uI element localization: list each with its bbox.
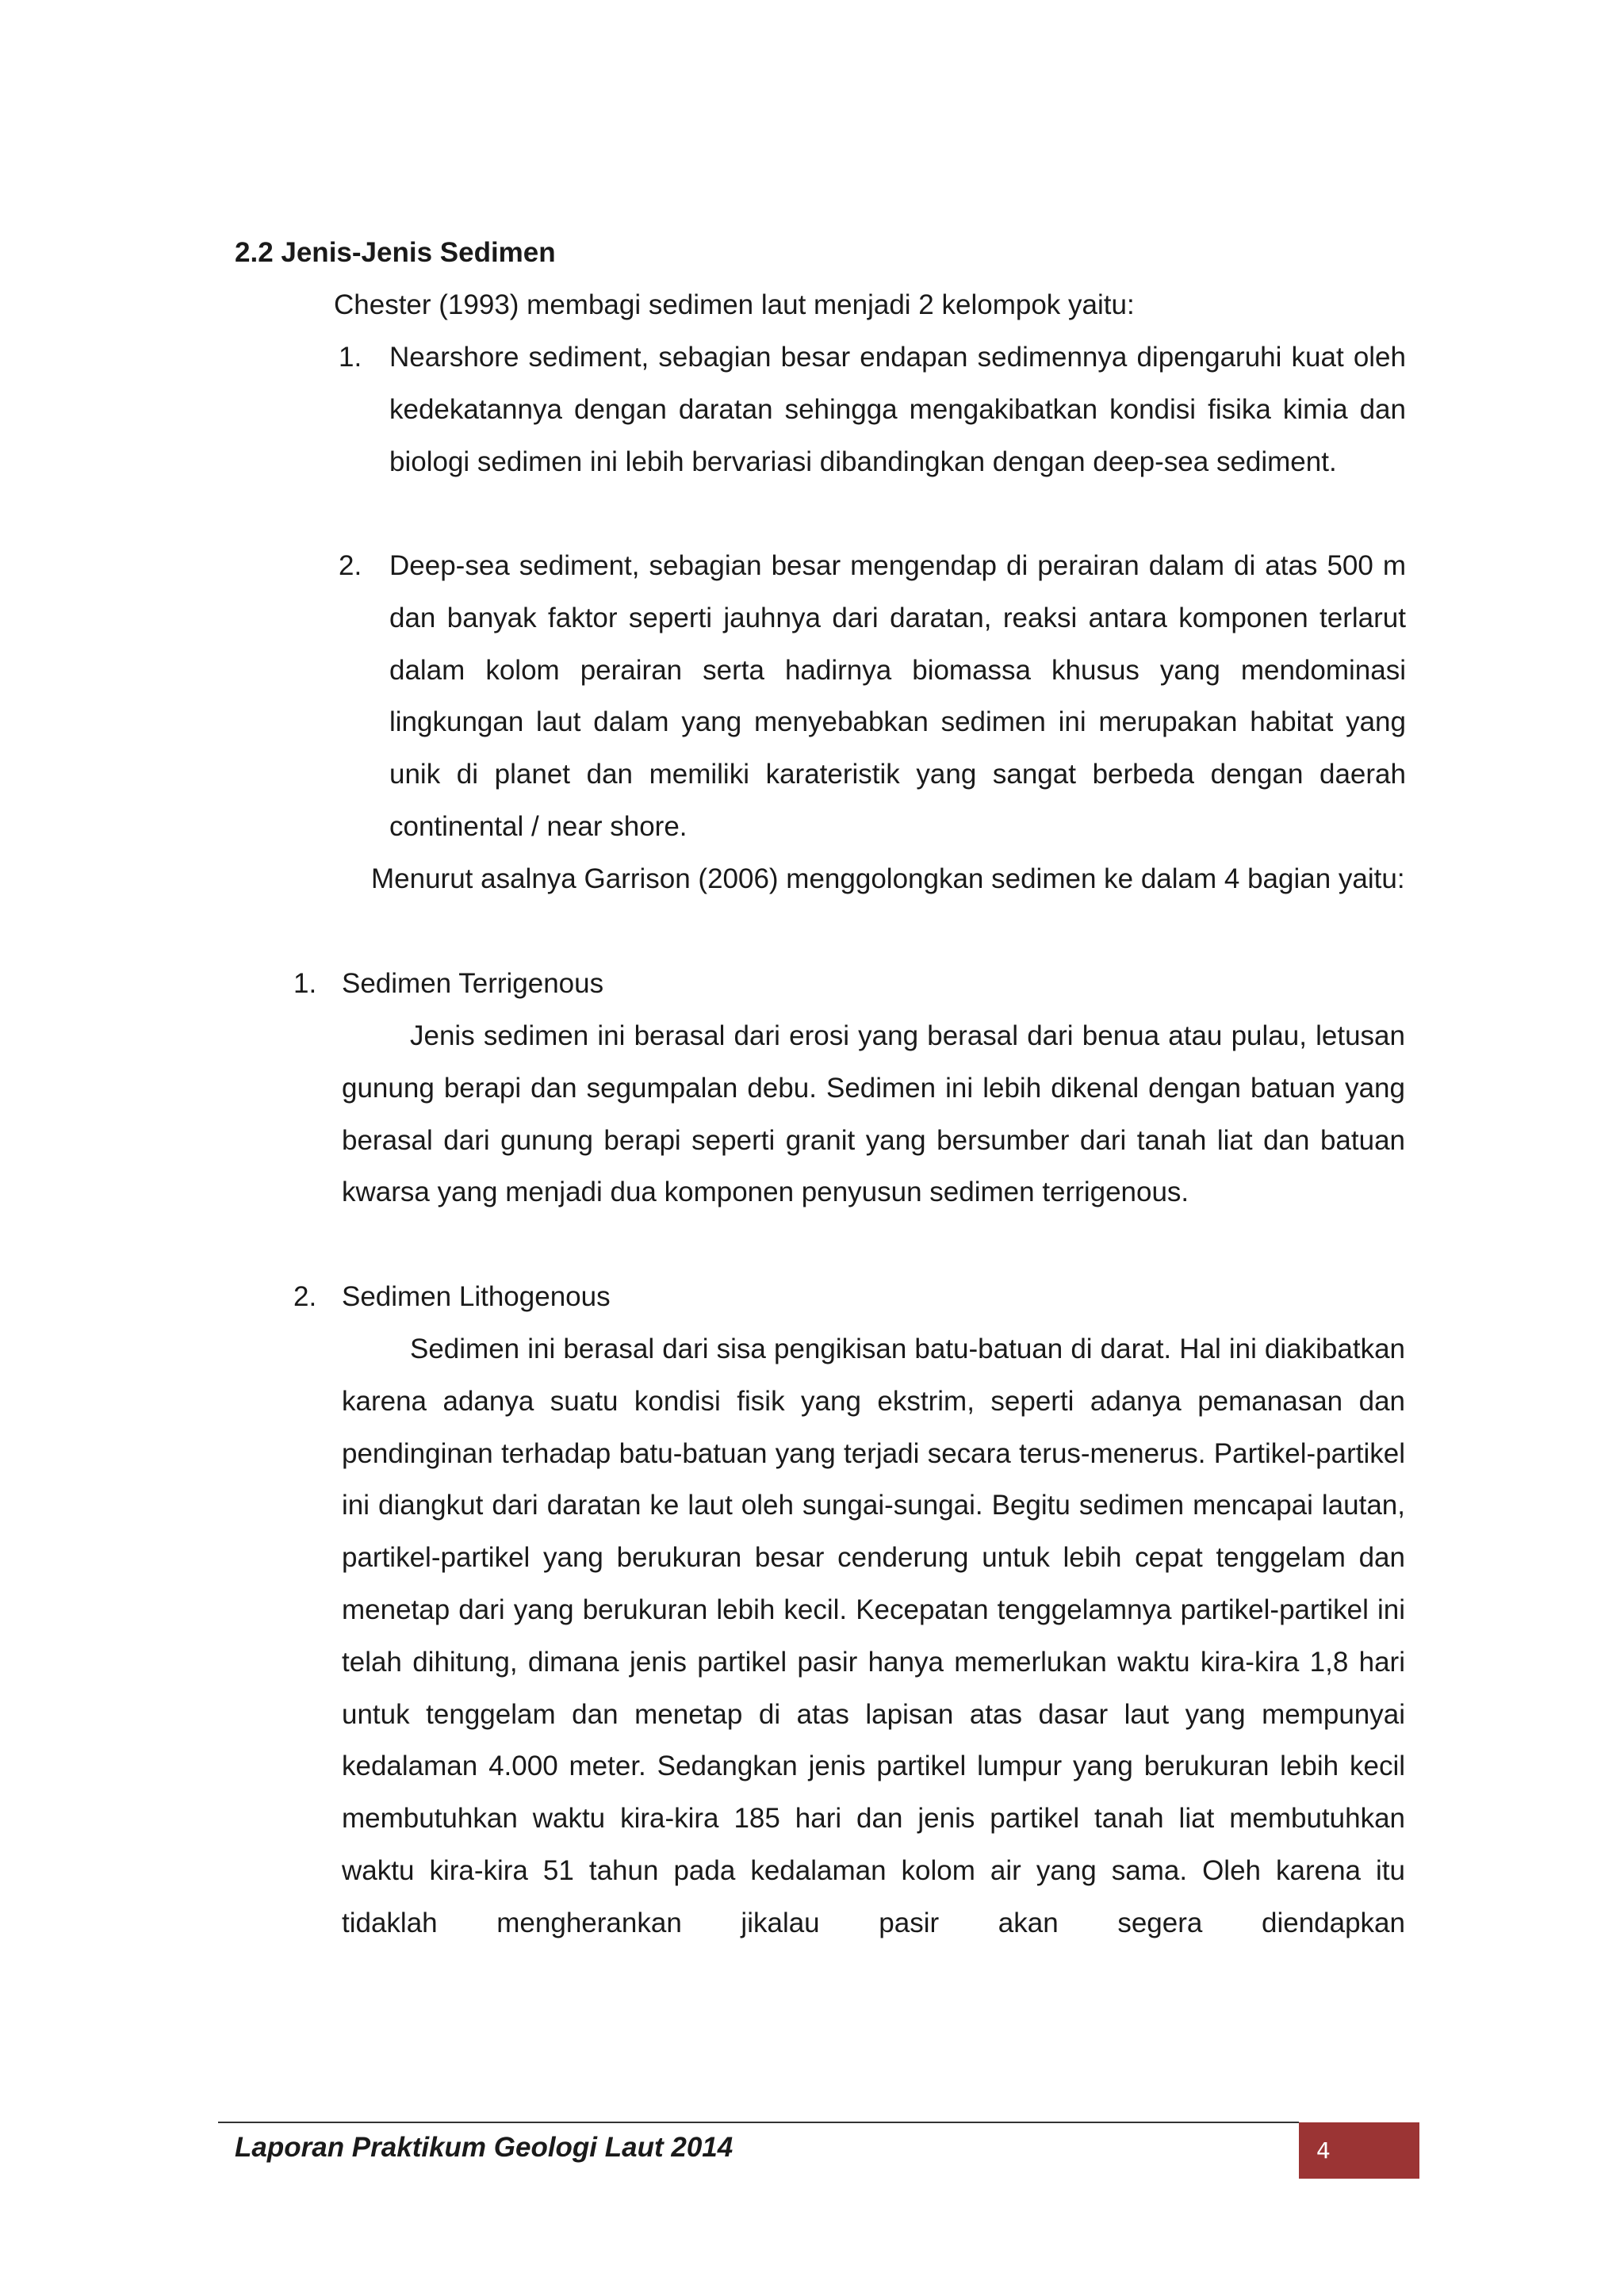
list-item-title: Sedimen Terrigenous [342,968,604,999]
list-item-title: Sedimen Lithogenous [342,1281,611,1312]
chester-intro: Chester (1993) membagi sedimen laut menjadi 2 kelompok yaitu: [334,289,1135,320]
list-item-text: Nearshore sediment, sebagian besar endapan sedimennya dipengaruhi kuat oleh kedekatannya dengan daratan sehingga mengakibatkan kondisi fisika kimia dan biologi sedimen ini lebih bervariasi dibandingkan dengan deep-sea sediment. [389,342,1406,477]
footer-title: Laporan Praktikum Geologi Laut 2014 [235,2132,733,2163]
list-item-number: 2. [293,1281,317,1312]
list-item [334,540,1406,854]
list-item-number: 1. [293,968,317,999]
list-item [334,331,1406,541]
section-heading: 2.2 Jenis-Jenis Sedimen [235,237,556,268]
list-item-number: 2. [339,550,362,581]
lithogenous-body: Sedimen ini berasal dari sisa pengikisan batu-batuan di darat. Hal ini diakibatkan karena adanya suatu kondisi fisik yang ekstrim, seperti adanya pemanasan dan pendinginan terhadap batu-batuan yang terjadi secara terus-menerus. Partikel-partikel ini diangkut dari daratan ke laut oleh sungai-sungai. Begitu sedimen mencapai lautan, partikel-partikel yang berukuran besar cenderung untuk lebih cepat tenggelam dan menetap dari yang berukuran lebih kecil. Kecepatan tenggelamnya partikel-partikel ini telah dihitung, dimana jenis partikel pasir hanya memerlukan waktu kira-kira 1,8 hari untuk tenggelam dan menetap di atas lapisan atas dasar laut yang mempunyai kedalaman 4.000 meter. Sedangkan jenis partikel lumpur yang berukuran lebih kecil membutuhkan waktu kira-kira 185 hari dan jenis partikel tanah liat membutuhkan waktu kira-kira 51 tahun pada kedalaman kolom air yang sama. Oleh karena itu tidaklah mengherankan jikalau pasir akan segera diendapkan [342,1334,1405,1938]
list-item-text: Deep-sea sediment, sebagian besar mengendap di perairan dalam di atas 500 m dan banyak faktor seperti jauhnya dari daratan, reaksi antara komponen terlarut dalam kolom perairan serta hadirnya biomassa khusus yang mendominasi lingkungan laut dalam yang menyebabkan sedimen ini merupakan habitat yang unik di planet dan memiliki karateristik yang sangat berbeda dengan daerah continental / near shore. [389,550,1406,842]
page-number-badge [1299,2122,1419,2179]
list-item-number: 1. [339,342,362,373]
footer-divider [218,2122,1299,2123]
garrison-intro: Menurut asalnya Garrison (2006) menggolongkan sedimen ke dalam 4 bagian yaitu: [371,863,1405,894]
terrigenous-body: Jenis sedimen ini berasal dari erosi yang berasal dari benua atau pulau, letusan gunung berapi dan segumpalan debu. Sedimen ini lebih dikenal dengan batuan yang berasal dari gunung berapi seperti granit yang bersumber dari tanah liat dan batuan kwarsa yang menjadi dua komponen penyusun sedimen terrigenous. [342,1020,1405,1208]
page-number: 4 [1316,2137,1331,2164]
list-item-title-row [293,1271,1405,1323]
list-item-title-row [293,958,1405,1010]
